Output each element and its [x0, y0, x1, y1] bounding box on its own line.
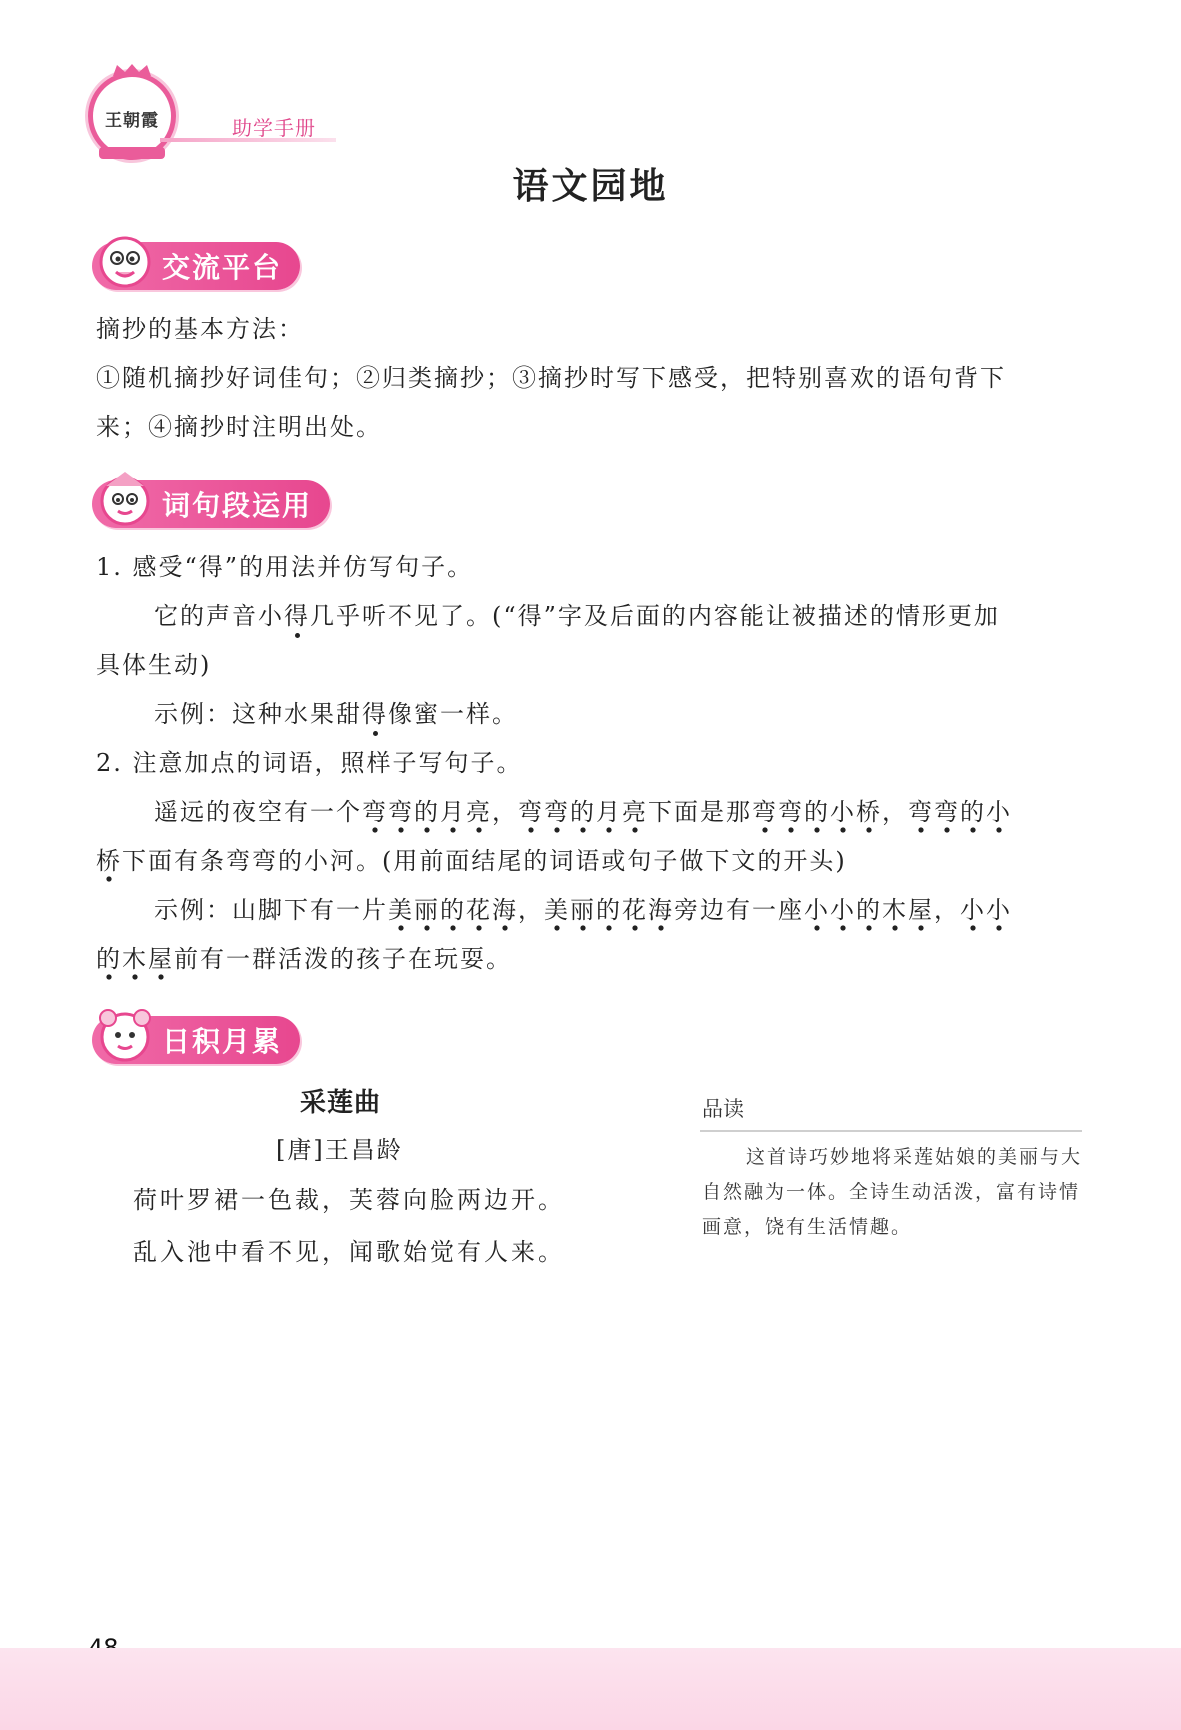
dotted-word: 得	[284, 602, 310, 630]
section-tag-usage	[92, 480, 330, 528]
example-answer: 示例：这种水果甜得像蜜一样。	[154, 700, 518, 728]
text-line: ①随机摘抄好词佳句；②归类摘抄；③摘抄时写下感受，把特别喜欢的语句背下	[96, 364, 1006, 392]
dotted-phrase: 弯弯的小	[908, 798, 1012, 834]
example-answer: 示例：山脚下有一片美丽的花海，美丽的花海旁边有一座小小的木屋，小小	[96, 886, 1086, 935]
dotted-phrase: 小小	[960, 896, 1012, 932]
mascot-icon	[94, 230, 156, 292]
footer-band	[0, 1648, 1181, 1730]
example-sentence: 它的声音小得几乎听不见了。(“得”字及后面的内容能让被描述的情形更加	[154, 602, 1000, 630]
dotted-phrase: 小小的木屋	[804, 896, 934, 932]
dotted-word: 得	[362, 700, 388, 728]
dotted-phrase: 弯弯的小桥	[752, 798, 882, 834]
dotted-phrase: 的木屋	[96, 945, 174, 981]
dotted-phrase: 桥	[96, 847, 122, 883]
page-title: 语文园地	[512, 166, 669, 207]
section-exchange-body	[96, 305, 1086, 452]
logo-badge	[88, 72, 176, 160]
crown-icon	[111, 63, 153, 77]
note-label: 品读	[702, 1097, 744, 1121]
header-label: 助学手册	[232, 116, 316, 140]
question-2: 2. 注意加点的词语，照样子写句子。	[96, 749, 523, 777]
note-text: 这首诗巧妙地将采莲姑娘的美丽与大自然融为一体。全诗生动活泼，富有诗情画意，饶有生活情趣。	[702, 1146, 1083, 1238]
poem-line: 乱入池中看不见，闻歌始觉有人来。	[133, 1238, 565, 1266]
mascot-icon	[94, 1004, 156, 1066]
dotted-phrase: 弯弯的月亮	[518, 798, 648, 834]
section-tag-exchange	[92, 242, 300, 290]
text-line: 摘抄的基本方法：	[96, 315, 304, 343]
mascot-icon	[94, 468, 156, 530]
text-line: 来；④摘抄时注明出处。	[96, 413, 382, 441]
section-title: 日积月累	[162, 1025, 283, 1058]
dotted-phrase: 美丽的花海	[544, 896, 674, 932]
dotted-phrase: 弯弯的月亮	[362, 798, 492, 834]
section-title: 词句段运用	[162, 489, 313, 522]
note-divider	[700, 1130, 1082, 1132]
text-line: 桥下面有条弯弯的小河。(用前面结尾的词语或句子做下文的开头)	[96, 837, 1086, 886]
text-line: 的木屋前有一群活泼的孩子在玩耍。	[96, 935, 1086, 984]
poem-author: [唐]王昌龄	[276, 1136, 403, 1164]
dotted-phrase: 美丽的花海	[388, 896, 518, 932]
poem-title: 采莲曲	[300, 1088, 382, 1118]
text-line: 具体生动)	[96, 651, 212, 679]
question-1: 1. 感受“得”的用法并仿写句子。	[96, 553, 474, 581]
poem-line: 荷叶罗裙一色裁，芙蓉向脸两边开。	[133, 1186, 565, 1214]
example-sentence: 遥远的夜空有一个弯弯的月亮，弯弯的月亮下面是那弯弯的小桥，弯弯的小	[96, 788, 1086, 837]
section-usage-body	[96, 543, 1086, 984]
logo-text: 王朝霞	[105, 110, 159, 131]
section-tag-accumulate	[92, 1016, 300, 1064]
section-title: 交流平台	[162, 251, 283, 284]
